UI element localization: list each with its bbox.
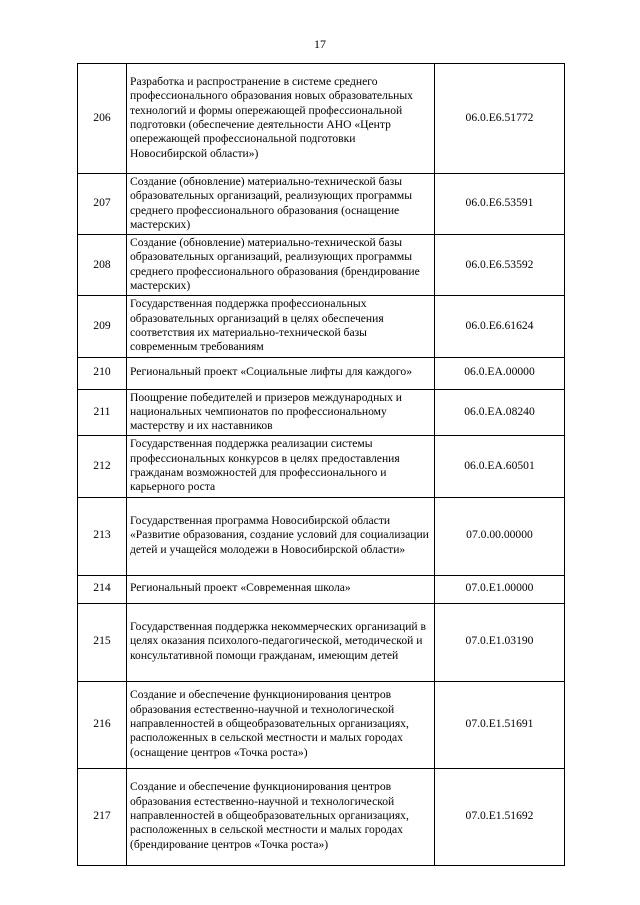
table-row [78, 174, 565, 235]
row-number: 209 [78, 296, 127, 357]
row-name: Поощрение победителей и призеров международных и национальных чемпионатов по профессиональному мастерству и их наставников [127, 389, 435, 436]
row-code: 06.0.EA.08240 [435, 389, 565, 436]
row-code: 06.0.EA.60501 [435, 436, 565, 497]
row-number: 206 [78, 64, 127, 174]
table-row [78, 436, 565, 497]
table-row [78, 235, 565, 296]
table-row [78, 575, 565, 603]
row-number: 210 [78, 357, 127, 389]
row-name: Региональный проект «Современная школа» [127, 575, 435, 603]
row-code: 06.0.E6.53592 [435, 235, 565, 296]
row-name: Разработка и распространение в системе среднего профессионального образования новых образовательных технологий и формы опережающей профессиональной подготовки (обеспечение деятельности АНО «Центр опережающей профессиональной подготовки Новосибирской области») [127, 64, 435, 174]
row-number: 212 [78, 436, 127, 497]
table-row [78, 357, 565, 389]
row-number: 215 [78, 603, 127, 681]
table-row [78, 497, 565, 575]
row-code: 07.0.E1.00000 [435, 575, 565, 603]
row-code: 06.0.E6.61624 [435, 296, 565, 357]
row-name: Создание и обеспечение функционирования центров образования естественно-научной и технологической направленностей в общеобразовательных организациях, расположенных в сельской местности и малых городах (брендирование центров «Точка роста») [127, 768, 435, 865]
row-name: Государственная поддержка профессиональных образовательных организаций в целях обеспечения соответствия их материально-технической базы современным требованиям [127, 296, 435, 357]
row-number: 208 [78, 235, 127, 296]
row-name: Государственная программа Новосибирской области «Развитие образования, создание условий для социализации детей и учащейся молодежи в Новосибирской области» [127, 497, 435, 575]
table-row [78, 768, 565, 865]
table-row [78, 603, 565, 681]
row-code: 07.0.E1.51692 [435, 768, 565, 865]
row-number: 211 [78, 389, 127, 436]
row-code: 07.0.00.00000 [435, 497, 565, 575]
row-code: 07.0.E1.03190 [435, 603, 565, 681]
row-number: 217 [78, 768, 127, 865]
row-number: 213 [78, 497, 127, 575]
row-name: Государственная поддержка реализации системы профессиональных конкурсов в целях предоставления гражданам возможностей для профессионального и карьерного роста [127, 436, 435, 497]
row-name: Создание (обновление) материально-технической базы образовательных организаций, реализующих программы среднего профессионального образования (брендирование мастерских) [127, 235, 435, 296]
budget-classification-table [77, 63, 565, 866]
table-row [78, 389, 565, 436]
row-code: 06.0.E6.53591 [435, 174, 565, 235]
row-name: Государственная поддержка некоммерческих организаций в целях оказания психолого-педагогической, методической и консультативной помощи гражданам, имеющим детей [127, 603, 435, 681]
table-row [78, 296, 565, 357]
row-number: 207 [78, 174, 127, 235]
row-name: Создание и обеспечение функционирования центров образования естественно-научной и технологической направленностей в общеобразовательных организациях, расположенных в сельской местности и малых городах (оснащение центров «Точка роста») [127, 681, 435, 768]
table-row [78, 681, 565, 768]
row-name: Создание (обновление) материально-технической базы образовательных организаций, реализующих программы среднего профессионального образования (оснащение мастерских) [127, 174, 435, 235]
row-number: 216 [78, 681, 127, 768]
row-code: 06.0.EA.00000 [435, 357, 565, 389]
table-row [78, 64, 565, 174]
row-number: 214 [78, 575, 127, 603]
row-code: 06.0.E6.51772 [435, 64, 565, 174]
page-number: 17 [314, 37, 326, 51]
row-code: 07.0.E1.51691 [435, 681, 565, 768]
row-name: Региональный проект «Социальные лифты для каждого» [127, 357, 435, 389]
